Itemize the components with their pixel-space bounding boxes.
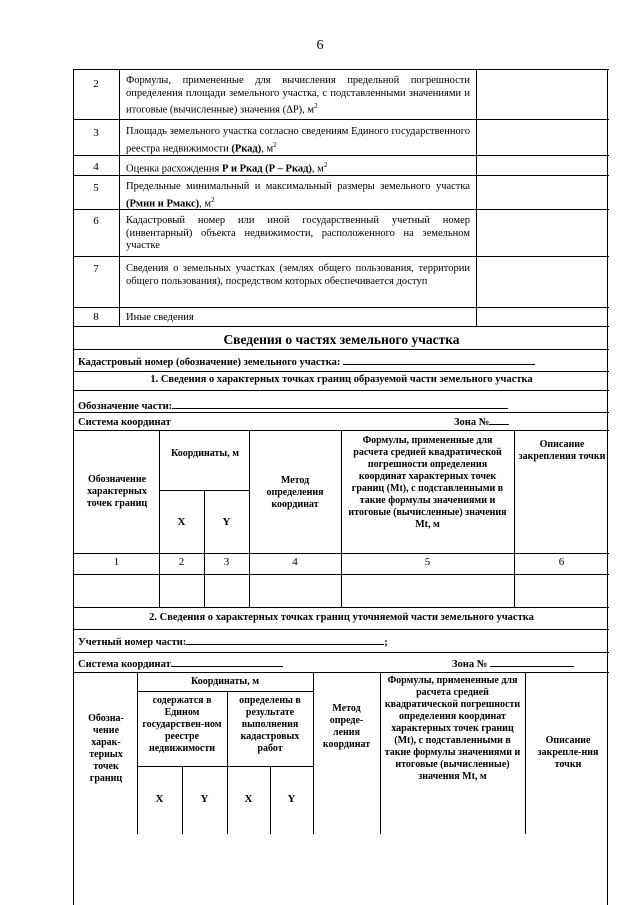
row-text: Кадастровый номер или иной государственный учетный номер (инвентарный) объекта недвижимости, расположенного на земельном участке xyxy=(126,215,470,251)
part-designation-label: Обозначение части: xyxy=(78,399,508,412)
col-formulas: Формулы, примененные для расчета средней квадратической погрешности определения координат характерных точек границ (Mt), с подставленными в такие формулы значениями и итоговые (вычисленные) значения Mt, м xyxy=(348,435,507,530)
col-method-2: Метод опреде-ления координат xyxy=(322,703,371,750)
page-number: 6 xyxy=(316,38,324,53)
row-num: 8 xyxy=(93,311,99,323)
col-x-result: X xyxy=(244,793,253,805)
col-in-egrn: содержатся в Едином государствен-ном реестре недвижимости xyxy=(142,695,222,754)
col-y-result: Y xyxy=(287,793,296,805)
col-method: Метод определения координат xyxy=(266,475,324,510)
col-number: 6 xyxy=(558,556,565,568)
row-text: Сведения о земельных участках (землях общего пользования, территории общего пользования), посредством которых обеспечивается доступ xyxy=(126,263,470,287)
section-title: Сведения о частях земельного участка xyxy=(223,332,460,347)
zone-label: Зона № xyxy=(454,415,509,428)
col-number: 4 xyxy=(292,556,298,568)
col-point-designation-2: Обозна-чение харак-терных точек границ xyxy=(88,713,124,784)
coord-system-label: Система координат xyxy=(78,417,171,428)
subsection-1-title: 1. Сведения о характерных точках границ образуемой части земельного участка xyxy=(150,374,533,385)
row-num: 7 xyxy=(93,263,99,275)
zone-label-2: Зона № xyxy=(452,657,574,670)
col-description: Описание закрепления точки xyxy=(518,439,606,462)
row-text: Формулы, примененные для вычисления предельной погрешности определения площади земельного участка, с подставленными значениями и итоговые (вычисленные) значения (ΔP), $м^2$ xyxy=(126,75,470,116)
col-formulas-2: Формулы, примененные для расчета средней квадратической погрешности определения координат характерных точек границ (Mt), с подставленными в такие формулы значениями и итоговые (вычисленные) значения Mt, м xyxy=(384,675,521,782)
row-num: 6 xyxy=(93,215,99,227)
row-text: Площадь земельного участка согласно сведениям Единого государственного реестра недвижимости (Ркад), $м^2$ xyxy=(126,126,470,154)
coord-system-label-2: Система координат xyxy=(78,657,283,670)
form-frame xyxy=(73,69,608,905)
row-text: Иные сведения xyxy=(126,312,194,323)
subsection-2-title: 2. Сведения о характерных точках границ уточняемой части земельного участка xyxy=(149,612,534,623)
col-determined: определены в результате выполнения кадастровых работ xyxy=(239,695,301,754)
col-number: 5 xyxy=(424,556,431,568)
cadastral-number-label: Кадастровый номер (обозначение) земельного участка: xyxy=(78,355,535,368)
col-x: X xyxy=(177,516,186,528)
col-number: 1 xyxy=(113,556,120,568)
col-y-egrn: Y xyxy=(200,793,209,805)
col-coordinates: Координаты, м xyxy=(170,448,240,459)
row-text: Предельные минимальный и максимальный размеры земельного участка (Рмин и Рмакс), $м^2$ xyxy=(126,181,470,209)
col-description-2: Описание закрепле-ния точки xyxy=(537,735,599,770)
col-point-designation: Обозначение характерных точек границ xyxy=(86,474,148,509)
col-coordinates-2: Координаты, м xyxy=(190,676,260,687)
row-num: 5 xyxy=(93,182,99,194)
row-num: 3 xyxy=(93,127,99,139)
row-text: Оценка расхождения Р и Ркад (Р – Ркад), $м^2$ xyxy=(126,161,328,175)
col-number: 3 xyxy=(223,556,230,568)
col-number: 2 xyxy=(178,556,185,568)
col-y: Y xyxy=(222,516,231,528)
row-num: 2 xyxy=(93,78,99,90)
col-x-egrn: X xyxy=(155,793,164,805)
account-number-label: Учетный номер части: ; xyxy=(78,637,388,648)
row-num: 4 xyxy=(93,161,99,173)
